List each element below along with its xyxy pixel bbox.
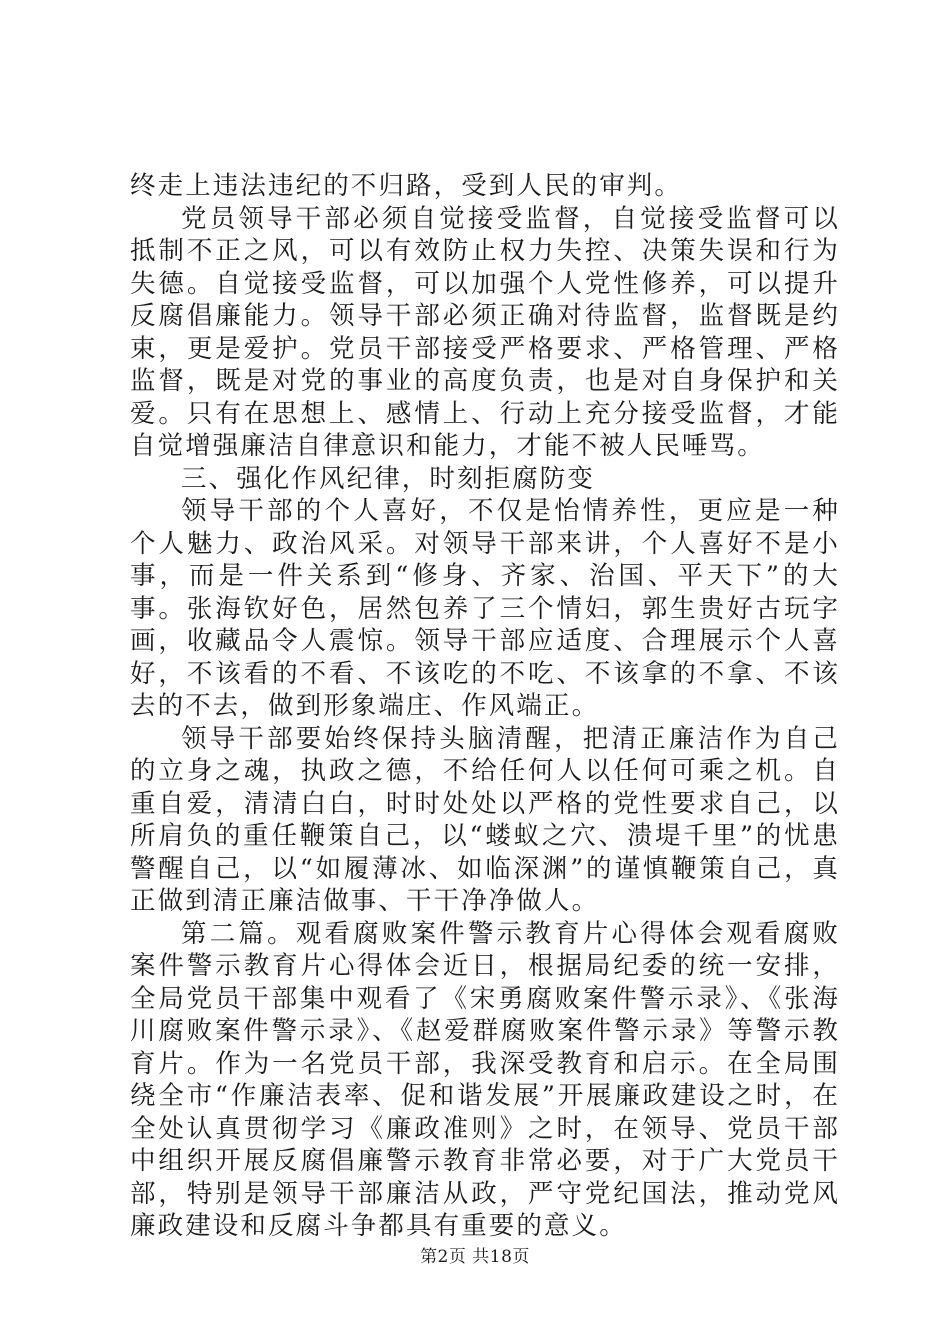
paragraph-personal-hobbies: 领导干部的个人喜好，不仅是怡情养性，更应是一种个人魅力、政治风采。对领导干部来讲，个人喜好不是小事，而是一件关系到“修身、齐家、治国、平天下”的大事。张海钦好色，居然包养了三个情妇，郭生贵好古玩字画，收藏品令人震惊。领导干部应适度、合理展示个人喜好，不该看的不看、不该吃的不吃、不该拿的不拿、不该去的不去，做到形象端庄、作风端正。 xyxy=(130,496,840,721)
paragraph-supervision: 党员领导干部必须自觉接受监督，自觉接受监督可以抵制不正之风，可以有效防止权力失控、决策失误和行为失德。自觉接受监督，可以加强个人党性修养，可以提升反腐倡廉能力。领导干部必须正确对待监督，监督既是约束，更是爱护。党员干部接受严格要求、严格管理、严格监督，既是对党的事业的高度负责，也是对自身保护和关爱。只有在思想上、感情上、行动上充分接受监督，才能自觉增强廉洁自律意识和能力，才能不被人民唾骂。 xyxy=(130,203,840,461)
paragraph-continuation: 终走上违法违纪的不归路，受到人民的审判。 xyxy=(130,171,683,201)
paragraph-second-article: 第二篇。观看腐败案件警示教育片心得体会观看腐败案件警示教育片心得体会近日，根据局纪委的统一安排，全局党员干部集中观看了《宋勇腐败案件警示录》、《张海川腐败案件警示录》、《赵爱群腐败案件警示录》等警示教育片。作为一名党员干部，我深受教育和启示。在全局围绕全市“作廉洁表率、促和谐发展”开展廉政建设之时，在全处认真贯彻学习《廉政准则》之时，在领导、党员干部中组织开展反腐倡廉警示教育非常必要，对于广大党员干部，特别是领导干部廉洁从政，严守党纪国法，推动党风廉政建设和反腐斗争都具有重要的意义。 xyxy=(130,918,840,1241)
document-body xyxy=(130,170,840,1243)
section-heading: 三、强化作风纪律，时刻拒腐防变 xyxy=(181,463,596,494)
page-number-footer: 第2页 共18页 xyxy=(420,1247,530,1267)
paragraph-clear-mind: 领导干部要始终保持头脑清醒，把清正廉洁作为自己的立身之魂，执政之德，不给任何人以任何可乘之机。自重自爱，清清白白，时时处处以严格的党性要求自己，以所肩负的重任鞭策自己，以“蝼蚁之穴、溃堤千里”的忧患警醒自己，以“如履薄冰、如临深渊”的谨慎鞭策自己，真正做到清正廉洁做事、干干净净做人。 xyxy=(130,723,840,916)
